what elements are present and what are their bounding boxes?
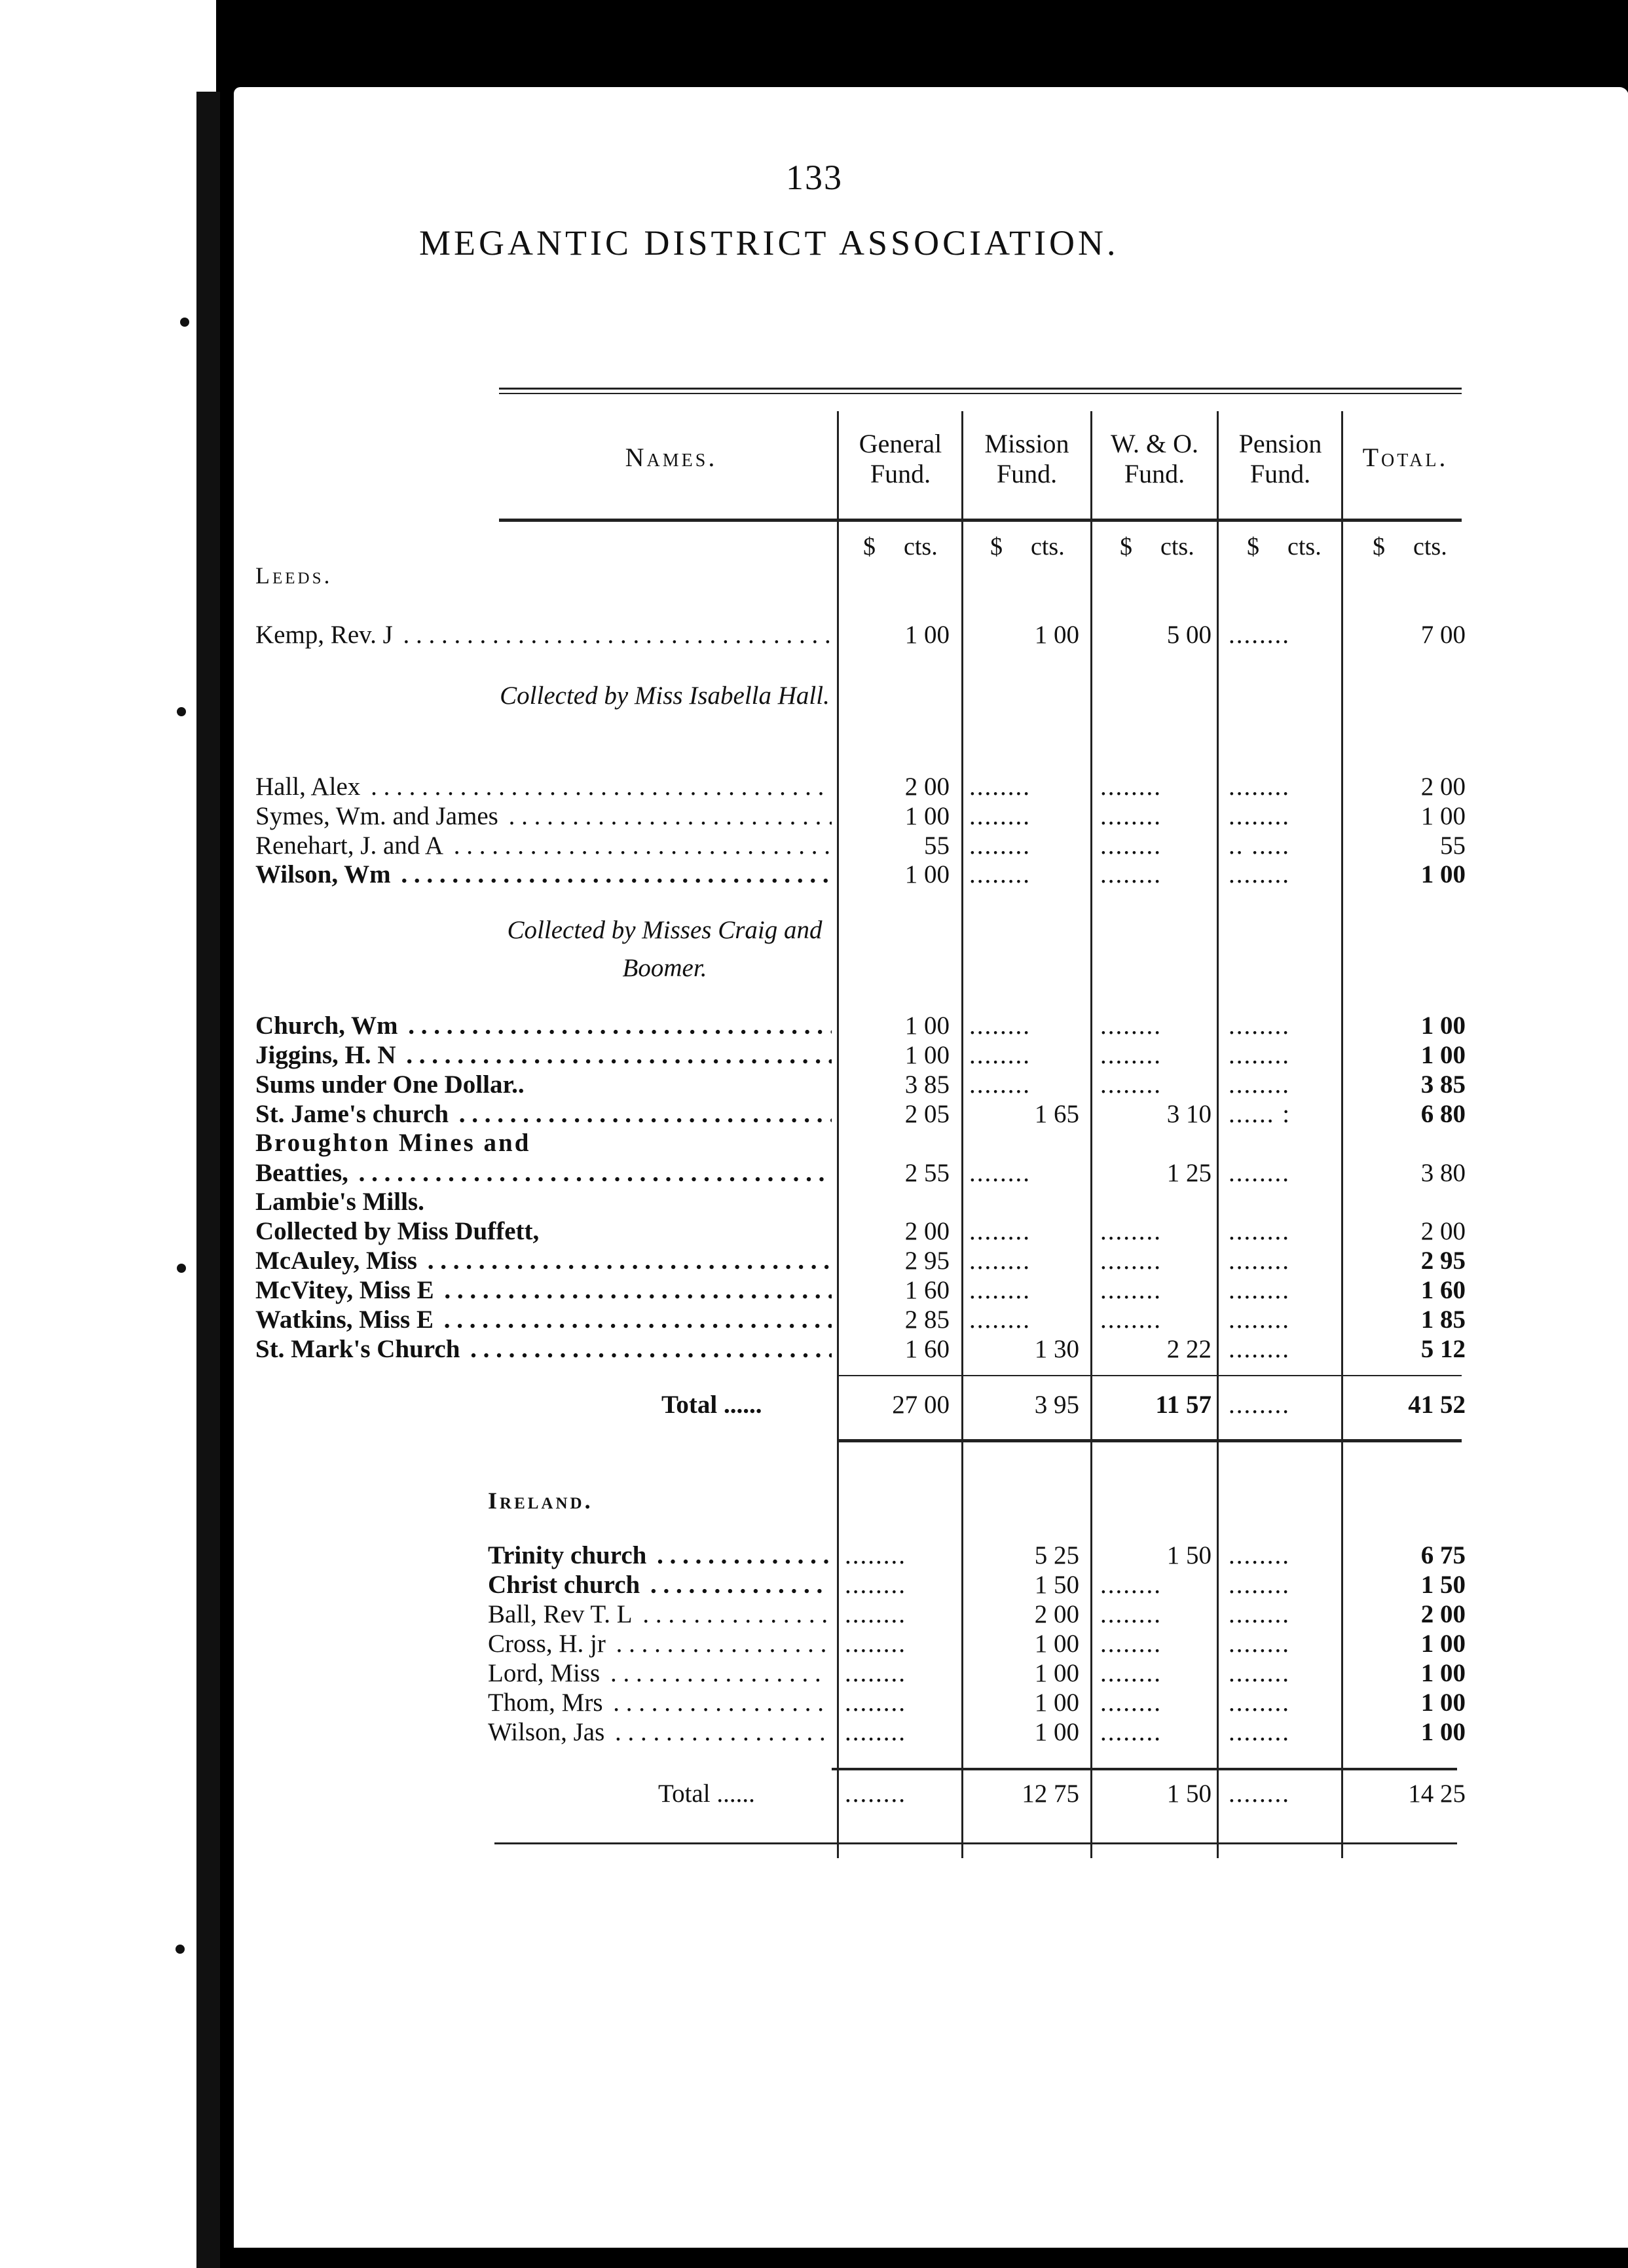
cell-general: 2 00 (904, 1217, 950, 1245)
cell-wo: 1 50 (1166, 1541, 1212, 1569)
cell-total: 1 00 (1420, 1689, 1466, 1717)
ireland-total-wo: 1 50 (1166, 1780, 1212, 1808)
cell-mission: ........ (969, 1217, 1031, 1245)
cell-wo: ........ (1100, 1247, 1162, 1275)
cell-total: 1 00 (1420, 802, 1466, 830)
cell-general: ........ (845, 1571, 906, 1599)
cell-pension: ........ (1229, 802, 1290, 830)
cell-wo: ........ (1100, 773, 1162, 801)
table-row-name-continued: Broughton Mines and (255, 1129, 531, 1157)
cell-general: 2 85 (904, 1306, 950, 1334)
cell-wo: ........ (1100, 1306, 1162, 1334)
leeds-total-mission: 3 95 (1034, 1391, 1079, 1419)
cell-wo: ........ (1100, 1070, 1162, 1099)
section-heading-leeds: Leeds. (255, 562, 333, 589)
cell-wo: ........ (1100, 1012, 1162, 1040)
cell-pension: ........ (1229, 1276, 1290, 1304)
cell-pension: ........ (1229, 1689, 1290, 1717)
cell-general: 1 00 (904, 1041, 950, 1069)
cell-total: 2 00 (1420, 1600, 1466, 1628)
column-divider (837, 411, 839, 1858)
cell-total: 3 85 (1420, 1070, 1466, 1099)
cell-pension: ........ (1229, 773, 1290, 801)
cell-wo: 5 00 (1166, 621, 1212, 649)
unit-cents: cts. (904, 533, 938, 560)
cell-total: 6 75 (1420, 1541, 1466, 1569)
unit-dollar: $ (863, 533, 876, 560)
cell-pension: ........ (1229, 621, 1290, 649)
cell-general: ........ (845, 1541, 906, 1569)
header-general-fund: General Fund. (859, 429, 942, 488)
cell-general: 1 00 (904, 1012, 950, 1040)
cell-wo: ........ (1100, 1217, 1162, 1245)
leeds-total-wo: 11 57 (1155, 1391, 1212, 1419)
speck-mark (176, 1945, 185, 1954)
bottom-rule (494, 1842, 1457, 1844)
cell-pension: ........ (1229, 1306, 1290, 1334)
cell-general: 1 60 (904, 1276, 950, 1304)
facing-page (0, 46, 216, 2268)
ireland-total-mission: 12 75 (1022, 1780, 1079, 1808)
cell-total: 1 60 (1420, 1276, 1466, 1304)
table-row-name: Collected by Miss Duffett, (255, 1217, 832, 1246)
top-rule (499, 388, 1462, 390)
cell-mission: 2 00 (1034, 1600, 1079, 1628)
table-row-name: Thom, Mrs . . . (488, 1689, 828, 1717)
cell-total: 1 00 (1420, 1630, 1466, 1658)
cell-total: 2 00 (1420, 773, 1466, 801)
cell-total: 7 00 (1420, 621, 1466, 649)
cell-general: 1 00 (904, 860, 950, 888)
cell-general: ........ (845, 1600, 906, 1628)
cell-pension: ........ (1229, 1159, 1290, 1187)
header-names: Names. (625, 443, 718, 472)
cell-general: 2 00 (904, 773, 950, 801)
header-rule (499, 519, 1462, 522)
cell-mission: ........ (969, 832, 1031, 860)
ireland-total-total: 14 25 (1408, 1780, 1466, 1808)
header-pension-fund: Pension Fund. (1238, 429, 1322, 488)
cell-pension: ........ (1229, 1041, 1290, 1069)
top-rule (499, 393, 1462, 394)
cell-pension: .. ..... (1229, 832, 1290, 860)
cell-wo: ........ (1100, 1718, 1162, 1746)
table-row-name: Cross, H. jr . . . (488, 1630, 828, 1658)
cell-mission: ........ (969, 802, 1031, 830)
table-row-name: Sums under One Dollar.. (255, 1070, 832, 1099)
cell-pension: ........ (1229, 1571, 1290, 1599)
cell-mission: ........ (969, 1306, 1031, 1334)
cell-total: 5 12 (1420, 1335, 1466, 1363)
cell-mission: 1 50 (1034, 1571, 1079, 1599)
cell-total: 1 00 (1420, 1041, 1466, 1069)
page-title: MEGANTIC DISTRICT ASSOCIATION. (419, 223, 1119, 263)
cell-general: 2 05 (904, 1100, 950, 1128)
cell-total: 6 80 (1420, 1100, 1466, 1128)
cell-general: 1 00 (904, 802, 950, 830)
cell-general: 3 85 (904, 1070, 950, 1099)
subtotal-rule (832, 1768, 1457, 1770)
cell-wo: ........ (1100, 802, 1162, 830)
unit-dollar: $ (1373, 533, 1385, 560)
cell-mission: ........ (969, 1012, 1031, 1040)
unit-dollar: $ (1247, 533, 1259, 560)
table-row-name: Hall, Alex . . . (255, 773, 832, 801)
cell-total: 1 85 (1420, 1306, 1466, 1334)
cell-pension: ........ (1229, 1659, 1290, 1687)
cell-mission: 1 00 (1034, 1630, 1079, 1658)
cell-mission: ........ (969, 773, 1031, 801)
cell-pension: ........ (1229, 1247, 1290, 1275)
table-row-name: St. Mark's Church . . . (255, 1335, 832, 1364)
cell-pension: ........ (1229, 1217, 1290, 1245)
table-row-name: Wilson, Jas . . . (488, 1718, 828, 1747)
cell-wo: ........ (1100, 1659, 1162, 1687)
unit-cents: cts. (1287, 533, 1322, 560)
table-row-name: Wilson, Wm . . . (255, 860, 832, 889)
cell-general: 2 55 (904, 1159, 950, 1187)
collector-note: Collected by Miss Isabella Hall. (500, 682, 830, 710)
cell-total: 1 00 (1420, 1012, 1466, 1040)
table-row-name: Trinity church . . . (488, 1541, 828, 1570)
cell-pension: ........ (1229, 1718, 1290, 1746)
table-row-name: Church, Wm . . . (255, 1012, 832, 1040)
cell-pension: ........ (1229, 1630, 1290, 1658)
column-divider (1217, 411, 1219, 1858)
cell-wo: ........ (1100, 1571, 1162, 1599)
table-row-name: McVitey, Miss E . . . (255, 1276, 832, 1305)
cell-wo: ........ (1100, 1041, 1162, 1069)
cell-total: 55 (1440, 832, 1466, 860)
cell-general: ........ (845, 1659, 906, 1687)
header-mission-fund: Mission Fund. (984, 429, 1069, 488)
table-row-name: Lord, Miss . . . (488, 1659, 828, 1688)
cell-mission: 1 30 (1034, 1335, 1079, 1363)
collector-note: Collected by Misses Craig and Boomer. (507, 916, 823, 982)
cell-mission: 1 00 (1034, 621, 1079, 649)
table-row-name: Beatties, . . . (255, 1159, 832, 1188)
total-rule (838, 1439, 1462, 1442)
leeds-total-general: 27 00 (892, 1391, 950, 1419)
cell-mission: ........ (969, 1041, 1031, 1069)
cell-pension: ...... : (1229, 1100, 1291, 1128)
cell-pension: ........ (1229, 860, 1290, 888)
cell-total: 2 00 (1420, 1217, 1466, 1245)
cell-total: 3 80 (1420, 1159, 1466, 1187)
cell-mission: 5 25 (1034, 1541, 1079, 1569)
cell-mission: 1 00 (1034, 1718, 1079, 1746)
cell-general: ........ (845, 1718, 906, 1746)
cell-wo: ........ (1100, 1689, 1162, 1717)
cell-general: 2 95 (904, 1247, 950, 1275)
facing-page-edge (0, 0, 216, 105)
table-row-name: McAuley, Miss . . . (255, 1247, 832, 1275)
cell-mission: ........ (969, 860, 1031, 888)
header-wo-fund: W. & O. Fund. (1110, 429, 1199, 488)
speck-mark (180, 318, 189, 327)
cell-pension: ........ (1229, 1541, 1290, 1569)
leeds-total-label: Total ...... (661, 1391, 762, 1419)
column-divider (1090, 411, 1092, 1858)
cell-general: ........ (845, 1689, 906, 1717)
cell-total: 2 95 (1420, 1247, 1466, 1275)
table-row-name: Christ church . . . (488, 1571, 828, 1600)
speck-mark (177, 707, 186, 716)
unit-cents: cts. (1413, 533, 1447, 560)
header-total: Total. (1362, 443, 1449, 472)
leeds-total-total: 41 52 (1408, 1391, 1466, 1419)
section-heading-ireland: Ireland. (488, 1488, 593, 1514)
column-divider (961, 411, 963, 1858)
cell-pension: ........ (1229, 1070, 1290, 1099)
cell-wo: ........ (1100, 1600, 1162, 1628)
ireland-total-pension: ........ (1229, 1780, 1290, 1808)
cell-mission: ........ (969, 1159, 1031, 1187)
page-number: 133 (786, 158, 843, 197)
table-row-name: Renehart, J. and A . . . (255, 832, 832, 860)
table-row-name: Symes, Wm. and James . . . (255, 802, 832, 831)
subtotal-rule (838, 1375, 1462, 1376)
cell-mission: 1 65 (1034, 1100, 1079, 1128)
cell-mission: ........ (969, 1247, 1031, 1275)
table-row-name: St. Jame's church . . . (255, 1100, 832, 1129)
cell-wo: ........ (1100, 1276, 1162, 1304)
unit-dollar: $ (1120, 533, 1132, 560)
cell-general: 1 00 (904, 621, 950, 649)
cell-total: 1 00 (1420, 860, 1466, 888)
cell-wo: 2 22 (1166, 1335, 1212, 1363)
cell-pension: ........ (1229, 1335, 1290, 1363)
location-label: Lambie's Mills. (255, 1188, 424, 1216)
table-row-name: Ball, Rev T. L . . . (488, 1600, 828, 1629)
cell-total: 1 00 (1420, 1659, 1466, 1687)
table-row-name: Watkins, Miss E . . . (255, 1306, 832, 1334)
table-row-name: Kemp, Rev. J . . . (255, 621, 832, 649)
cell-general: ........ (845, 1630, 906, 1658)
column-divider (1341, 411, 1343, 1858)
cell-general: 1 60 (904, 1335, 950, 1363)
cell-wo: 1 25 (1166, 1159, 1212, 1187)
ireland-total-general: ........ (845, 1780, 906, 1808)
cell-general: 55 (924, 832, 950, 860)
book-spine (196, 92, 220, 2268)
cell-mission: 1 00 (1034, 1689, 1079, 1717)
unit-cents: cts. (1031, 533, 1065, 560)
cell-pension: ........ (1229, 1012, 1290, 1040)
table-row-name: Jiggins, H. N . . . (255, 1041, 832, 1070)
cell-wo: ........ (1100, 832, 1162, 860)
cell-wo: 3 10 (1166, 1100, 1212, 1128)
cell-wo: ........ (1100, 1630, 1162, 1658)
ireland-total-label: Total ...... (658, 1780, 755, 1808)
cell-pension: ........ (1229, 1600, 1290, 1628)
cell-mission: ........ (969, 1070, 1031, 1099)
unit-cents: cts. (1160, 533, 1194, 560)
cell-total: 1 00 (1420, 1718, 1466, 1746)
unit-dollar: $ (990, 533, 1003, 560)
speck-mark (177, 1264, 186, 1273)
cell-mission: ........ (969, 1276, 1031, 1304)
leeds-total-pension: ........ (1229, 1391, 1290, 1419)
cell-mission: 1 00 (1034, 1659, 1079, 1687)
cell-total: 1 50 (1420, 1571, 1466, 1599)
cell-wo: ........ (1100, 860, 1162, 888)
